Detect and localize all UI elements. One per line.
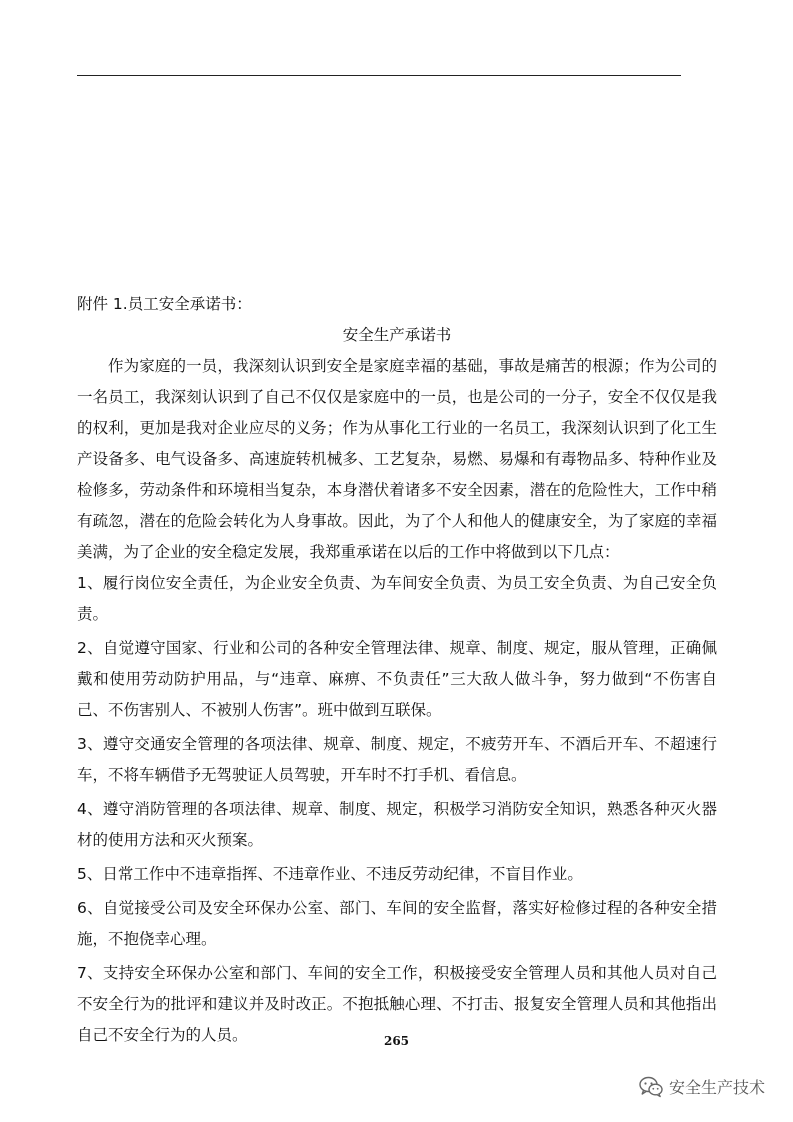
document-body xyxy=(77,289,717,1051)
clause-1: 1、履行岗位安全责任，为企业安全负责、为车间安全负责、为员工安全负责、为自己安全负责。 xyxy=(77,574,717,623)
wechat-watermark xyxy=(639,1075,765,1098)
clause-6: 6、自觉接受公司及安全环保办公室、部门、车间的安全监督，落实好检修过程的各种安全措施，不抱侥幸心理。 xyxy=(77,899,717,948)
clause-3: 3、遵守交通安全管理的各项法律、规章、制度、规定，不疲劳开车、不酒后开车、不超速行车，不将车辆借予无驾驶证人员驾驶，开车时不打手机、看信息。 xyxy=(77,735,717,784)
document-title: 安全生产承诺书 xyxy=(342,326,452,344)
attachment-heading: 附件 1.员工安全承诺书： xyxy=(77,295,252,313)
intro-paragraph: 作为家庭的一员，我深刻认识到安全是家庭幸福的基础，事故是痛苦的根源；作为公司的一名员工，我深刻认识到了自己不仅仅是家庭中的一员，也是公司的一分子，安全不仅仅是我的权利，更加是我对企业应尽的义务；作为从事化工行业的一名员工，我深刻认识到了化工生产设备多、电气设备多、高速旋转机械多、工艺复杂，易燃、易爆和有毒物品多、特种作业及检修多，劳动条件和环境相当复杂，本身潜伏着诸多不安全因素，潜在的危险性大，工作中稍有疏忽，潜在的危险会转化为人身事故。因此，为了个人和他人的健康安全，为了家庭的幸福美满，为了企业的安全稳定发展，我郑重承诺在以后的工作中将做到以下几点： xyxy=(77,357,717,561)
page-number: 265 xyxy=(383,1034,410,1048)
watermark-text: 安全生产技术 xyxy=(668,1078,765,1097)
header-rule xyxy=(77,75,681,76)
clause-7: 7、支持安全环保办公室和部门、车间的安全工作，积极接受安全管理人员和其他人员对自己不安全行为的批评和建议并及时改正。不抱抵触心理、不打击、报复安全管理人员和其他指出自己不安全行为的人员。 xyxy=(77,964,717,1044)
wechat-icon xyxy=(639,1076,663,1098)
clause-5: 5、日常工作中不违章指挥、不违章作业、不违反劳动纪律，不盲目作业。 xyxy=(77,865,583,883)
clause-4: 4、遵守消防管理的各项法律、规章、制度、规定，积极学习消防安全知识，熟悉各种灭火器材的使用方法和灭火预案。 xyxy=(77,800,717,849)
clause-2: 2、自觉遵守国家、行业和公司的各种安全管理法律、规章、制度、规定，服从管理，正确佩戴和使用劳动防护用品，与“违章、麻痹、不负责任”三大敌人做斗争，努力做到“不伤害自己、不伤害别人、不被别人伤害”。班中做到互联保。 xyxy=(77,639,717,719)
